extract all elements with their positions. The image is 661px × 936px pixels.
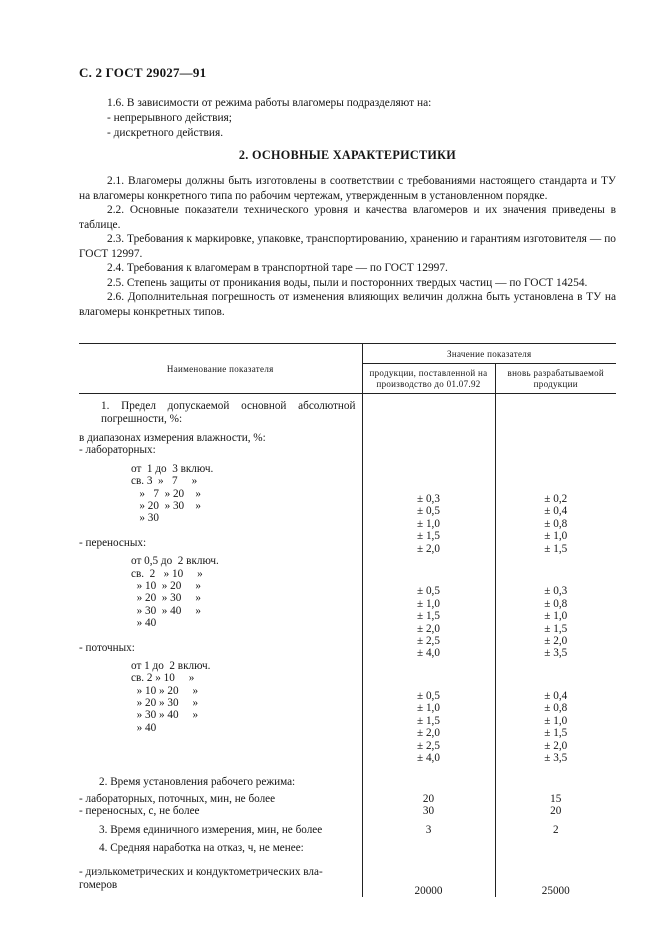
- lab-values-new: ± 0,2 ± 0,4 ± 0,8 ± 1,0 ± 1,5: [544, 493, 568, 555]
- table-row: [79, 394, 616, 765]
- list-item: » 7 » 20 »: [131, 487, 201, 500]
- lab-ranges: [79, 463, 362, 525]
- list-item: » 30 » 40 »: [131, 604, 201, 617]
- list-item: » 40: [131, 721, 157, 734]
- port-values-new: ± 0,3 ± 0,8 ± 1,0 ± 1,5 ± 2,0 ± 3,5: [544, 585, 568, 660]
- port-values-existing: ± 0,5 ± 1,0 ± 1,5 ± 2,0 ± 2,5 ± 4,0: [417, 585, 440, 660]
- lab-values-existing: ± 0,3 ± 0,5 ± 1,0 ± 1,5 ± 2,0: [417, 493, 440, 555]
- clause-2-6: 2.6. Дополнительная погрешность от изменения влияющих величин должна быть установлена в ТУ на влагомеры конкретных типов.: [79, 291, 616, 318]
- row-warmup-title: 2. Время установления рабочего режима:: [99, 776, 296, 789]
- row-mtbf-item-1: - диэлькометрических и кондуктометрических вла-: [79, 866, 323, 879]
- clause-1-6: 1.6. В зависимости от режима работы влагомеры подразделяют на:: [107, 97, 432, 109]
- row-warmup-lab: - лабораторных, поточных, мин, не более: [79, 792, 276, 805]
- row-measure-time: 3. Время единичного измерения, мин, не более: [99, 823, 323, 836]
- row-error-limit-sub: в диапазонах измерения влажности, %:: [79, 432, 266, 444]
- row-error-limit-title: 1. Предел допускаемой основной абсолютной погрешности, %:: [101, 400, 356, 425]
- list-item: » 20 » 30 »: [131, 499, 201, 512]
- warmup-values-new: 15 20: [550, 792, 562, 818]
- mode-item-continuous: - непрерывного действия;: [107, 111, 232, 124]
- flow-ranges: [79, 660, 362, 734]
- list-item: св. 2 » 10 »: [131, 672, 195, 685]
- list-item: от 0,5 до 2 включ.: [131, 555, 219, 568]
- page-header: С. 2 ГОСТ 29027—91: [79, 65, 207, 80]
- list-item: от 1 до 2 включ.: [131, 659, 211, 672]
- clause-2-1: 2.1. Влагомеры должны быть изготовлены в соответствии с требованиями настоящего стандарта и ТУ на влагомеры конкретного типа по рабочим чертежам, утвержденным в установленном порядке.: [79, 175, 616, 202]
- list-item: » 20 » 30 »: [131, 697, 199, 710]
- warmup-values-existing: 20 30: [422, 792, 435, 818]
- section-paragraphs: [79, 174, 616, 319]
- header-indicator-value: Значение показателя: [362, 344, 616, 364]
- list-item: » 30: [131, 512, 159, 525]
- clause-2-3: 2.3. Требования к маркировке, упаковке, транспортированию, хранению и гарантиям изготовителя — по ГОСТ 12997.: [79, 233, 616, 260]
- list-item: » 30 » 40 »: [131, 709, 199, 722]
- list-item: св. 2 » 10 »: [131, 567, 203, 580]
- characteristics-table: [79, 343, 616, 897]
- flow-values-new: ± 0,4 ± 0,8 ± 1,0 ± 1,5 ± 2,0 ± 3,5: [544, 690, 568, 765]
- list-item: » 40: [131, 617, 157, 630]
- header-indicator-name: Наименование показателя: [79, 344, 362, 394]
- list-item: от 1 до 3 включ.: [131, 462, 214, 475]
- list-item: » 10 » 20 »: [131, 579, 201, 592]
- row-warmup-port: - переносных, с, не более: [79, 805, 200, 818]
- clause-2-5: 2.5. Степень защиты от проникания воды, пыли и посторонних твердых частиц — по ГОСТ 14254.: [107, 276, 588, 289]
- header-new-products: вновь разрабатываемой продукции: [495, 364, 616, 394]
- flow-label: - поточных:: [79, 641, 135, 654]
- port-ranges: [79, 555, 362, 629]
- measure-time-new: 2: [552, 823, 559, 836]
- flow-values-existing: ± 0,5 ± 1,0 ± 1,5 ± 2,0 ± 2,5 ± 4,0: [417, 690, 440, 765]
- table-row: [79, 764, 616, 817]
- list-item: » 10 » 20 »: [131, 684, 199, 697]
- table-row: [79, 818, 616, 836]
- row-mtbf-item-2: гомеров: [79, 878, 118, 891]
- port-label: - переносных:: [79, 536, 147, 549]
- list-item: » 20 » 30 »: [131, 592, 201, 605]
- lab-label: - лабораторных:: [79, 444, 156, 457]
- row-mtbf-title: 4. Средняя наработка на отказ, ч, не менее:: [99, 842, 304, 855]
- mtbf-existing: 20000: [414, 885, 443, 898]
- intro-block: [79, 96, 616, 140]
- measure-time-existing: 3: [362, 818, 495, 836]
- mode-item-discrete: - дискретного действия.: [107, 126, 224, 139]
- table-row: [79, 836, 616, 897]
- section-title: 2. ОСНОВНЫЕ ХАРАКТЕРИСТИКИ: [238, 148, 457, 162]
- clause-2-2: 2.2. Основные показатели технического уровня и качества влагомеров и их значения приведены в таблице.: [79, 204, 616, 231]
- clause-2-4: 2.4. Требования к влагомерам в транспортной таре — по ГОСТ 12997.: [107, 262, 448, 274]
- header-existing-products: продукции, поставленной на производство до 01.07.92: [362, 364, 495, 394]
- list-item: св. 3 » 7 »: [131, 475, 198, 488]
- mtbf-new: 25000: [541, 885, 570, 898]
